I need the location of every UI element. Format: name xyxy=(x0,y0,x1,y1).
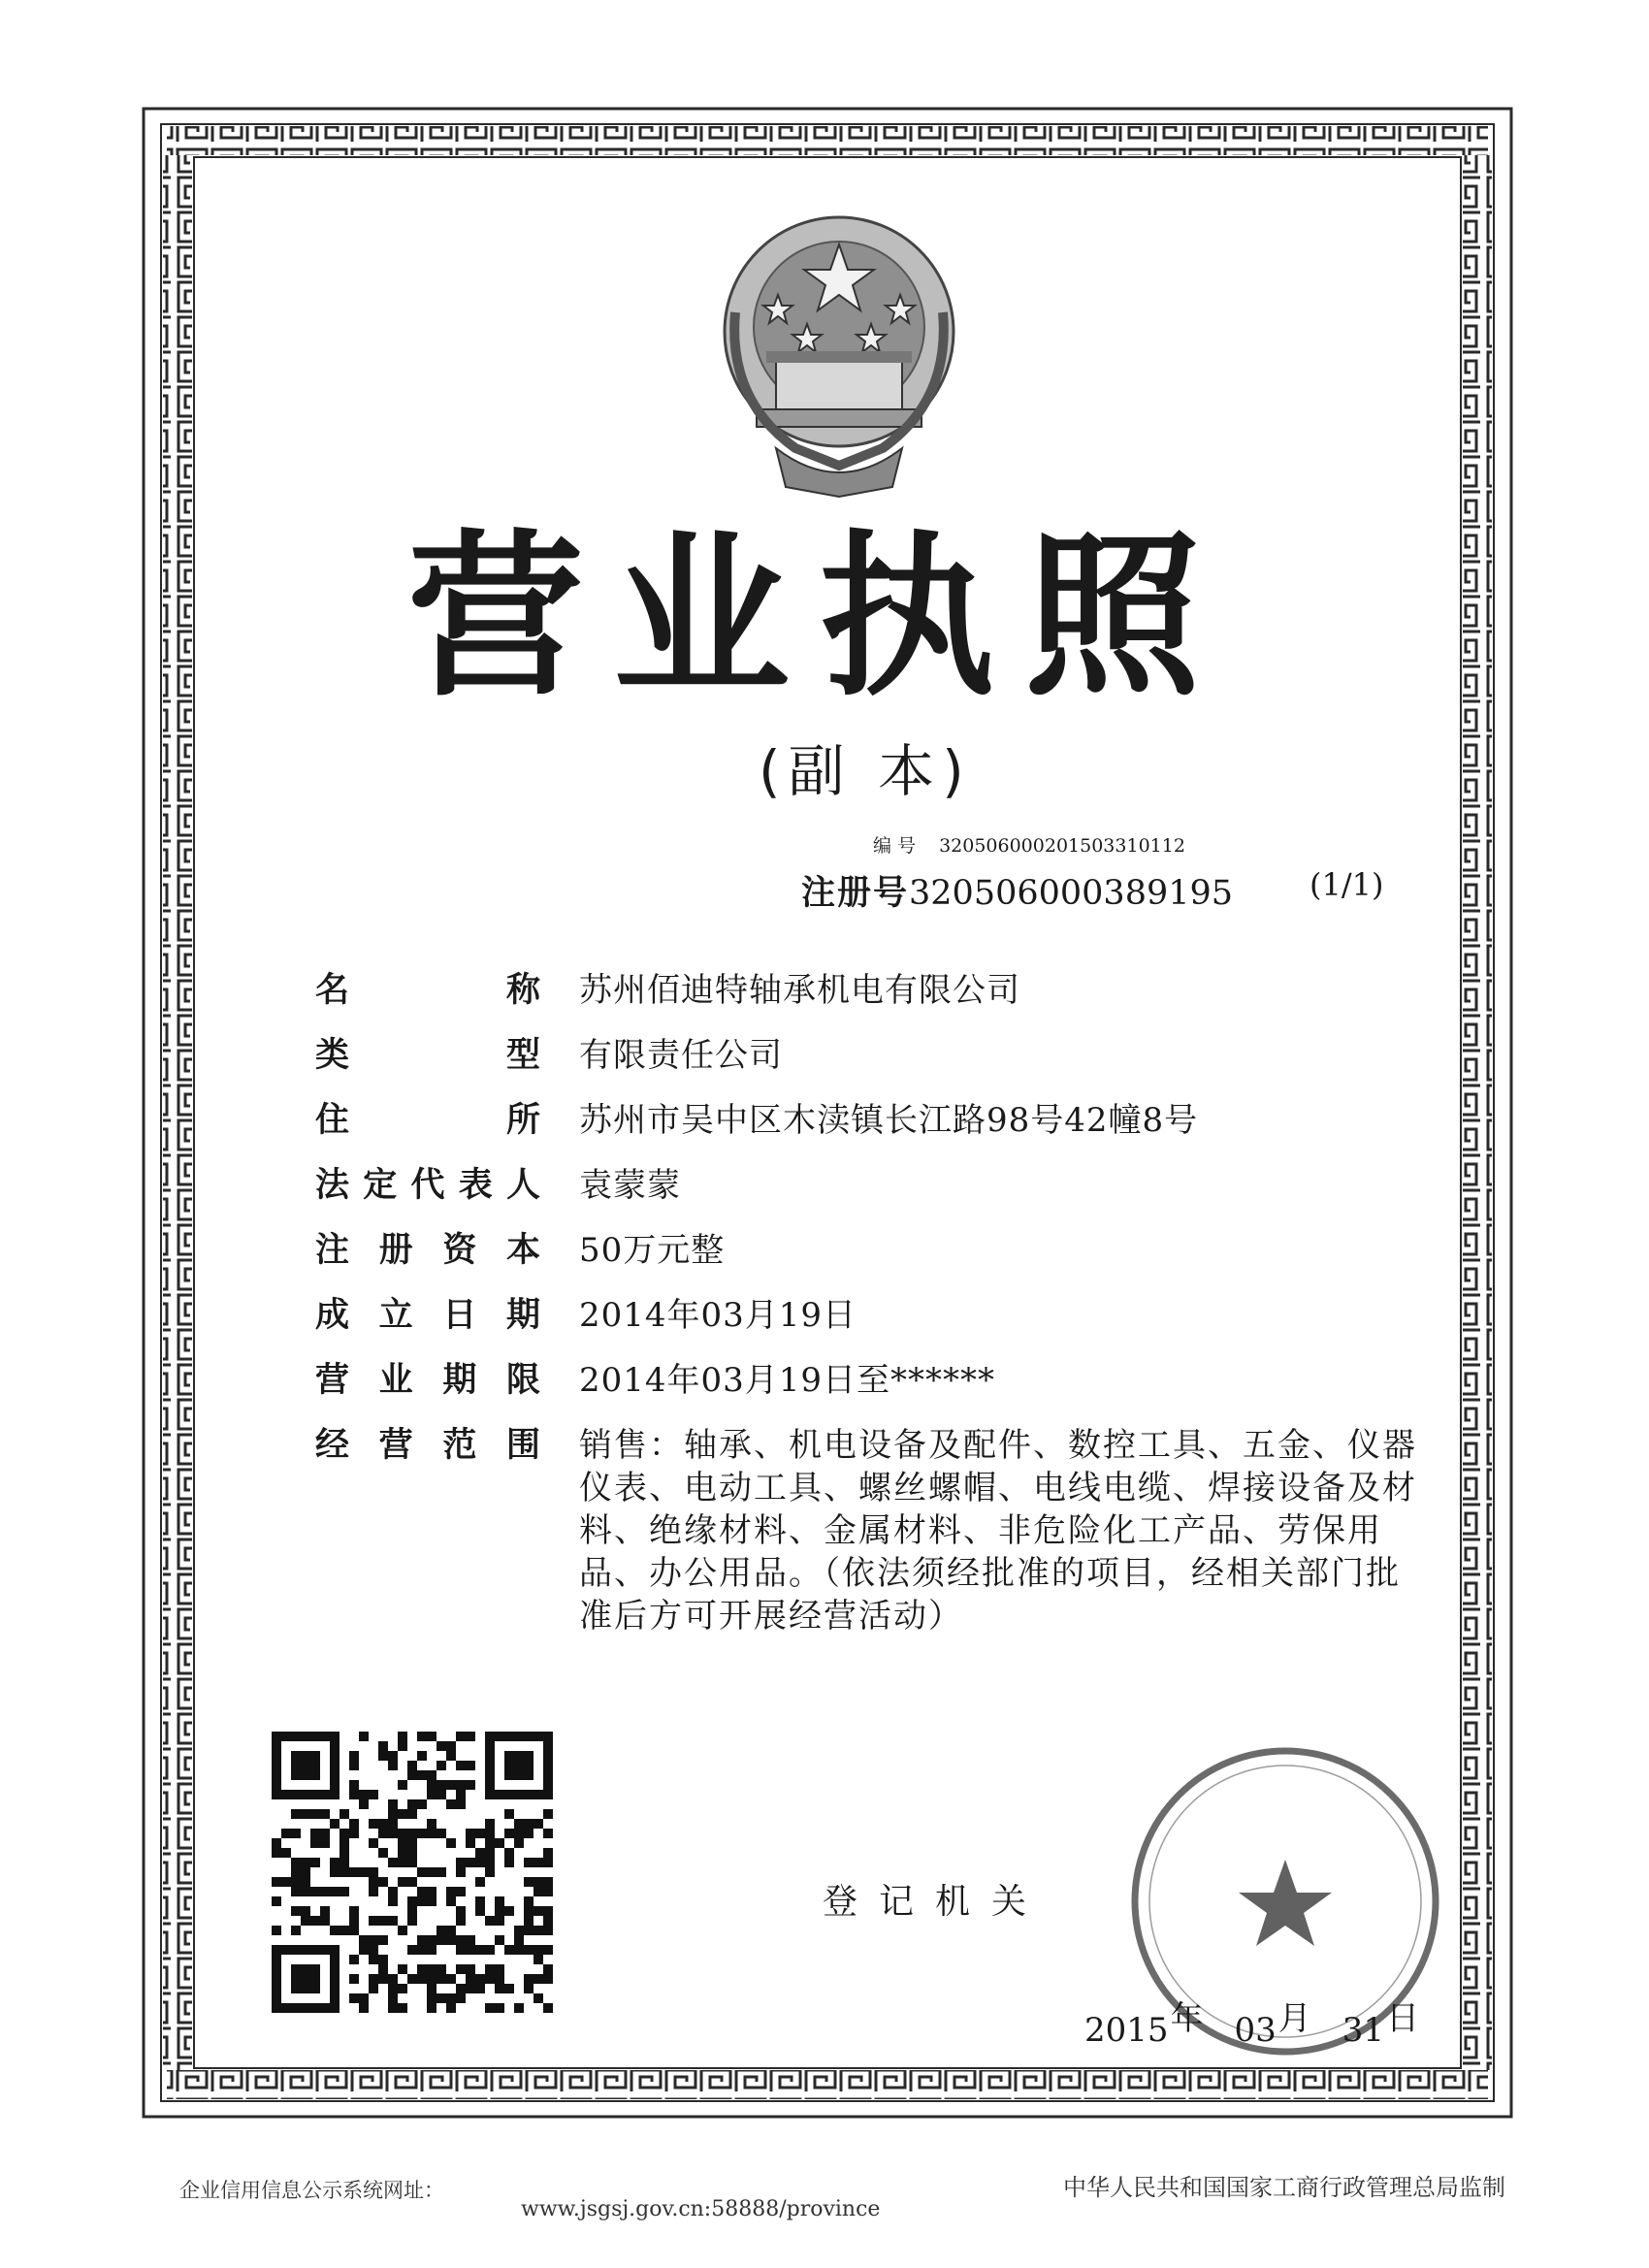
footer-url[interactable]: www.jsgsj.gov.cn:58888/province xyxy=(521,2197,881,2221)
registration-number xyxy=(801,866,1233,915)
field-value: 袁蒙蒙 xyxy=(579,1166,681,1205)
qr-code xyxy=(272,1732,553,2013)
label-char: 范 xyxy=(442,1426,477,1465)
page-indicator: (1/1) xyxy=(1310,866,1384,903)
registration-authority: 登记机关 xyxy=(823,1882,1049,1922)
scope-line: 销售：轴承、机电设备及配件、数控工具、五金、仪器 xyxy=(579,1426,1417,1465)
license-subtitle: (副 本) xyxy=(759,738,972,804)
field-value xyxy=(579,1424,1505,1637)
footer-site-label: 企业信用信息公示系统网址： xyxy=(179,2179,444,2202)
label-char: 营 xyxy=(315,1361,350,1400)
field-label xyxy=(315,1095,540,1146)
label-char: 期 xyxy=(442,1361,477,1400)
field-value: 苏州市吴中区木渎镇长江路98号42幢8号 xyxy=(579,1101,1199,1140)
registration-label: 注册号 xyxy=(801,874,910,913)
national-emblem-icon xyxy=(718,206,960,506)
day-unit: 日 xyxy=(1386,1999,1420,2038)
field-label xyxy=(315,1355,540,1406)
issue-year: 2015 xyxy=(1084,2011,1169,2050)
label-char: 期 xyxy=(505,1296,540,1335)
license-title xyxy=(407,514,1280,720)
field-type xyxy=(315,1030,1508,1081)
field-value: 苏州佰迪特轴承机电有限公司 xyxy=(579,971,1020,1010)
label-char: 日 xyxy=(442,1296,477,1335)
field-label xyxy=(315,1225,540,1276)
label-char: 限 xyxy=(505,1361,540,1400)
license-fields xyxy=(315,965,1508,1652)
title-char: 营 xyxy=(407,514,613,720)
footer-supervisor: 中华人民共和国国家工商行政管理总局监制 xyxy=(1063,2174,1505,2201)
registration-value: 320506000389195 xyxy=(909,874,1234,913)
label-char: 业 xyxy=(378,1361,413,1400)
title-char: 业 xyxy=(613,514,819,720)
label-char: 类 xyxy=(315,1036,350,1075)
label-char: 定 xyxy=(363,1166,398,1205)
field-address xyxy=(315,1095,1508,1146)
serial-value: 320506000201503310112 xyxy=(939,835,1185,857)
label-char: 立 xyxy=(378,1296,413,1335)
field-registered-capital xyxy=(315,1225,1508,1276)
label-char: 称 xyxy=(505,971,540,1010)
field-business-term xyxy=(315,1355,1508,1406)
label-char: 住 xyxy=(315,1101,350,1140)
field-label xyxy=(315,1160,540,1211)
label-char: 表 xyxy=(458,1166,493,1205)
label-char: 成 xyxy=(315,1296,350,1335)
issue-day: 31 xyxy=(1342,2011,1385,2050)
label-char: 注 xyxy=(315,1231,350,1270)
serial-number xyxy=(873,831,1185,858)
field-label xyxy=(315,1290,540,1341)
field-label xyxy=(315,1030,540,1081)
title-char: 执 xyxy=(819,514,1024,720)
field-legal-representative xyxy=(315,1160,1508,1211)
scope-line: 仪表、电动工具、螺丝螺帽、电线电缆、焊接设备及材 xyxy=(579,1469,1417,1507)
field-value: 50万元整 xyxy=(579,1231,726,1270)
label-char: 型 xyxy=(505,1036,540,1075)
issue-date xyxy=(1084,1999,1420,2051)
scope-line: 料、绝缘材料、金属材料、非危险化工产品、劳保用 xyxy=(579,1511,1382,1550)
label-char: 法 xyxy=(315,1166,350,1205)
field-name xyxy=(315,965,1508,1016)
label-char: 名 xyxy=(315,971,350,1010)
label-char: 人 xyxy=(505,1166,540,1205)
label-char: 经 xyxy=(315,1426,350,1465)
field-business-scope xyxy=(315,1420,1508,1637)
month-unit: 月 xyxy=(1277,1999,1311,2038)
label-char: 册 xyxy=(378,1231,413,1270)
label-char: 围 xyxy=(505,1426,540,1465)
title-char: 照 xyxy=(1024,514,1230,720)
year-unit: 年 xyxy=(1170,1999,1204,2038)
label-char: 本 xyxy=(505,1231,540,1270)
serial-label: 编号 xyxy=(873,835,922,857)
label-char: 所 xyxy=(505,1101,540,1140)
label-char: 资 xyxy=(442,1231,477,1270)
field-value: 2014年03月19日 xyxy=(579,1296,857,1335)
field-value: 2014年03月19日至****** xyxy=(579,1361,996,1400)
scope-line: 品、办公用品。（依法须经批准的项目，经相关部门批 xyxy=(579,1554,1401,1593)
label-char: 营 xyxy=(378,1426,413,1465)
field-establishment-date xyxy=(315,1290,1508,1341)
field-value: 有限责任公司 xyxy=(579,1036,783,1075)
field-label xyxy=(315,1420,540,1471)
field-label xyxy=(315,965,540,1016)
label-char: 代 xyxy=(410,1166,445,1205)
scope-line: 准后方可开展经营活动） xyxy=(579,1597,963,1636)
issue-month: 03 xyxy=(1234,2011,1277,2050)
